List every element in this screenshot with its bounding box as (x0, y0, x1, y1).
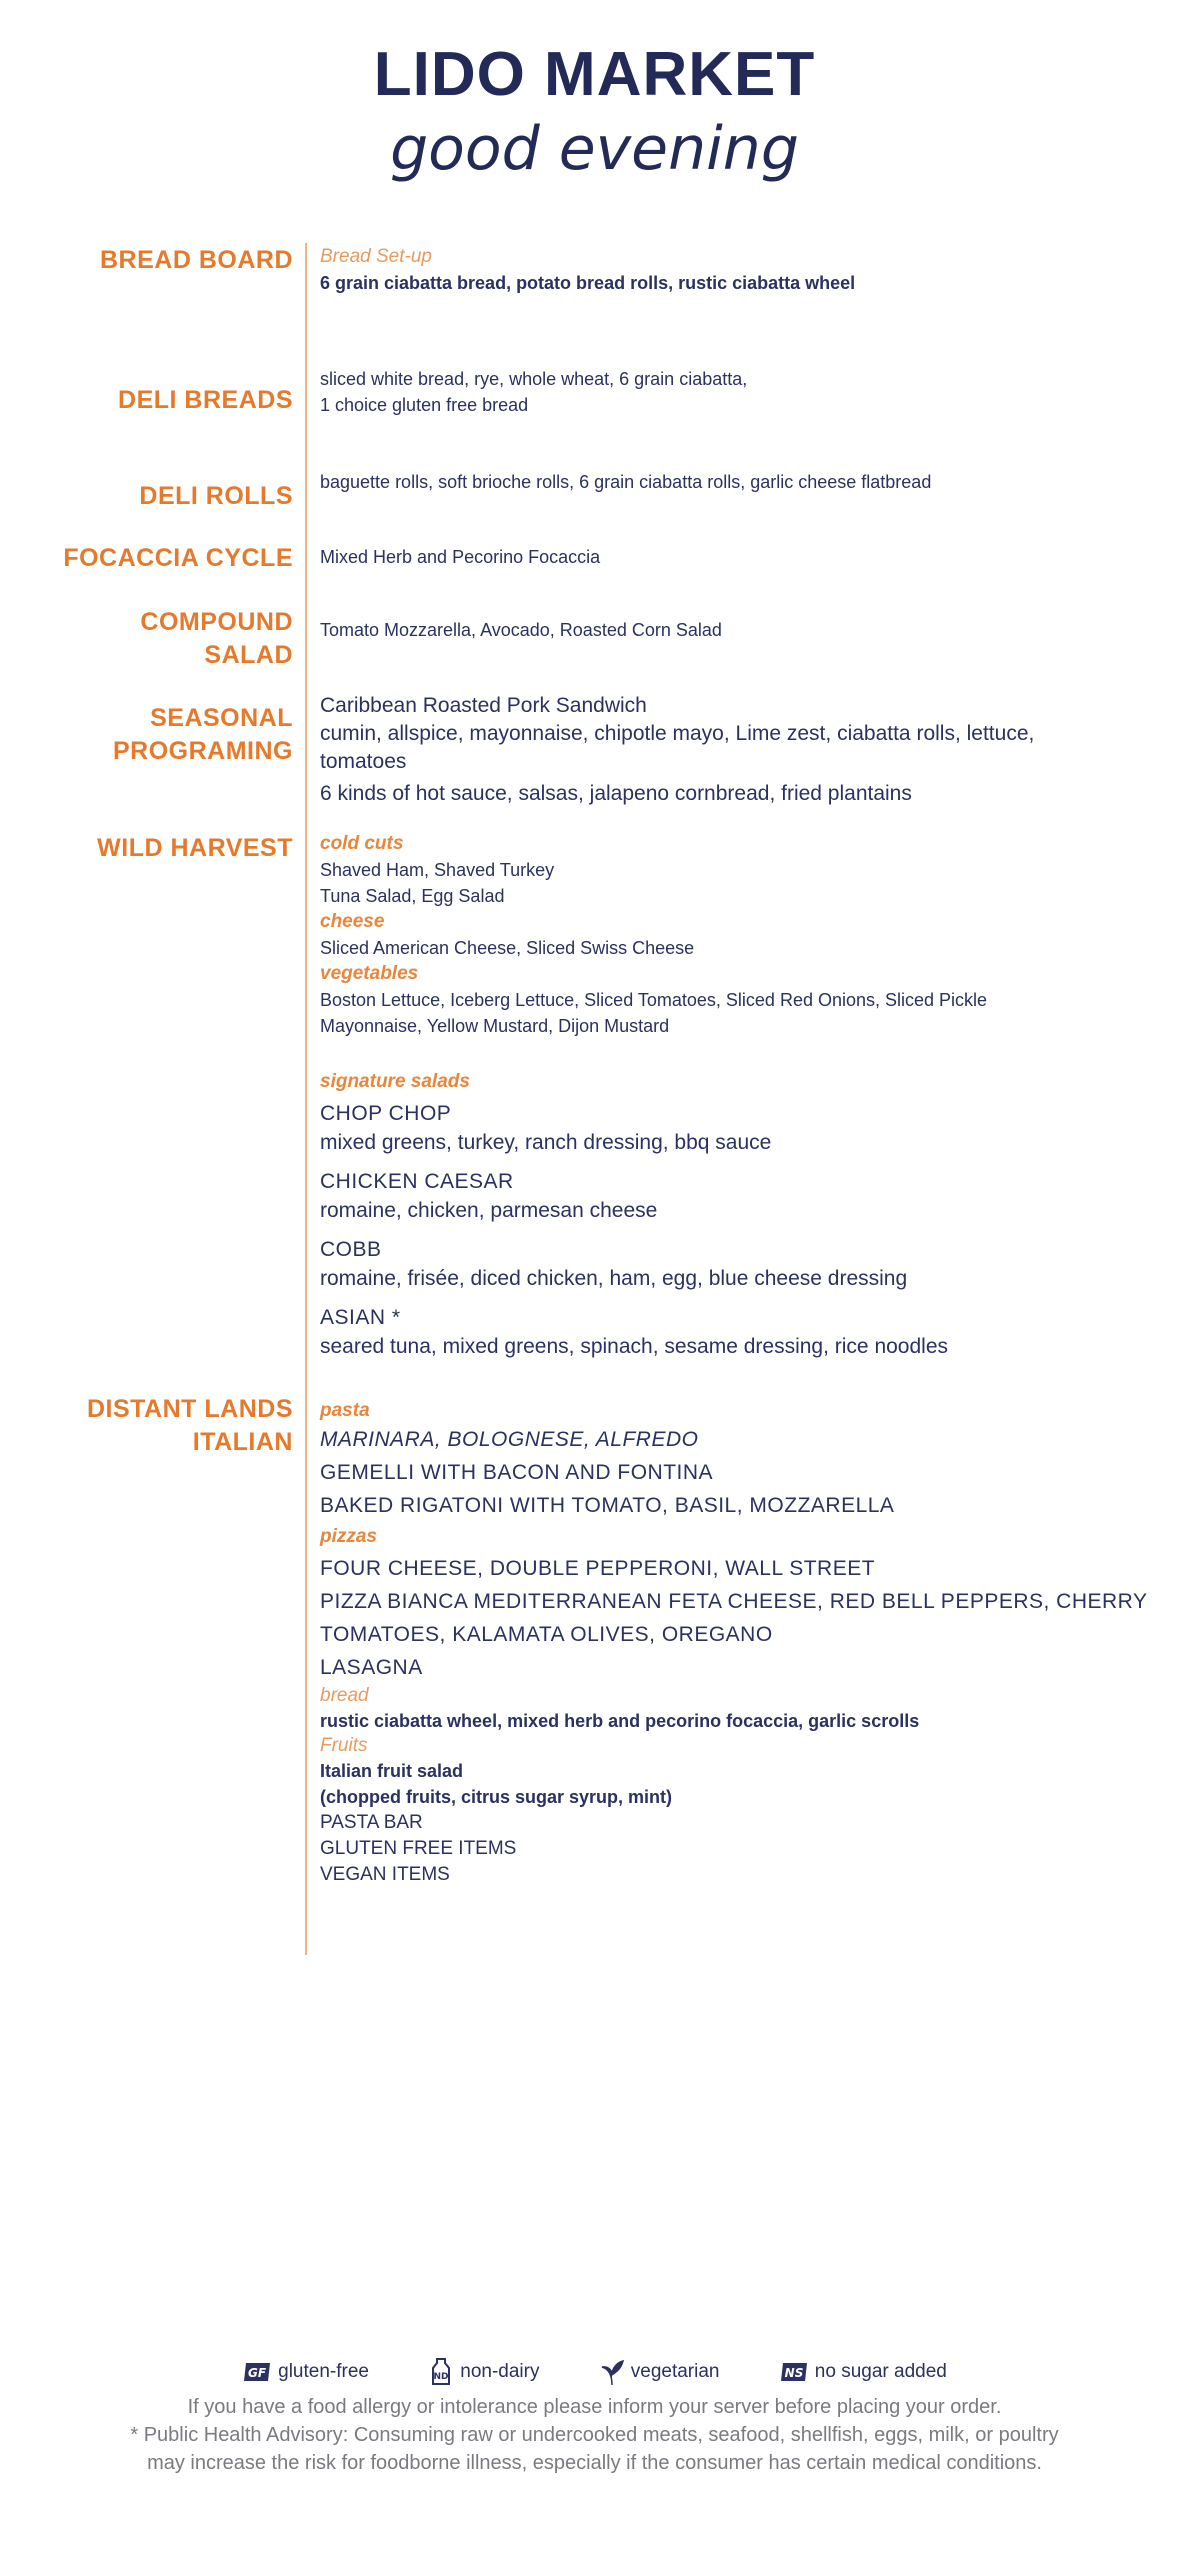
vegetarian-leaf-icon (599, 2357, 625, 2387)
deli-breads-line-2: 1 choice gluten free bread (320, 395, 529, 415)
wild-harvest-content (320, 831, 1170, 1361)
vegetables-line-1: Boston Lettuce, Iceberg Lettuce, Sliced Tomatoes, Sliced Red Onions, Sliced Pickle (320, 990, 988, 1010)
extra-gluten-free: GLUTEN FREE ITEMS (320, 1838, 517, 1859)
footer-line-3: may increase the risk for foodborne illness, especially if the consumer has certain medical conditions. (147, 2452, 1042, 2474)
deli-rolls-items: baguette rolls, soft brioche rolls, 6 grain ciabatta rolls, garlic cheese flatbread (320, 472, 932, 492)
section-title-distant-lands (87, 1393, 293, 1459)
no-sugar-icon (779, 2361, 809, 2383)
legend-non-dairy (428, 2357, 539, 2387)
lasagna: LASAGNA (320, 1656, 423, 1679)
seasonal-dish: Caribbean Roasted Pork Sandwich (320, 694, 647, 717)
section-title-deli-breads: DELI BREADS (118, 386, 293, 414)
distant-lands-content (320, 1398, 1170, 1888)
salad-item (320, 1303, 1170, 1361)
bread-items: rustic ciabatta wheel, mixed herb and pecorino focaccia, garlic scrolls (320, 1711, 920, 1731)
pasta-line-2: GEMELLI WITH BACON AND FONTINA (320, 1461, 714, 1484)
legend-no-sugar-label: no sugar added (814, 2361, 947, 2382)
bread-board-items: 6 grain ciabatta bread, potato bread rolls, rustic ciabatta wheel (320, 273, 856, 293)
section-title-seasonal (113, 702, 293, 768)
dietary-legend (0, 2357, 1189, 2387)
distant-lands-title-line-1: DISTANT LANDS (86, 1395, 293, 1423)
cheese-label: cheese (320, 911, 385, 932)
footer-line-2: * Public Health Advisory: Consuming raw or undercooked meats, seafood, shellfish, eggs, milk, or poultry (130, 2424, 1059, 2446)
salad-item (320, 1167, 1170, 1225)
salad-item (320, 1235, 1170, 1293)
seasonal-content (320, 692, 1170, 808)
compound-items: Tomato Mozzarella, Avocado, Roasted Corn Salad (320, 620, 722, 640)
pizzas-label: pizzas (320, 1526, 378, 1547)
section-title-bread-board: BREAD BOARD (100, 246, 293, 274)
distant-lands-title-line-2: ITALIAN (192, 1428, 293, 1456)
menu-header (0, 40, 1189, 184)
legend-no-sugar (779, 2361, 947, 2383)
svg-text:ND: ND (433, 2372, 449, 2382)
salad-desc: mixed greens, turkey, ranch dressing, bbq sauce (320, 1131, 772, 1154)
pasta-line-1: MARINARA, BOLOGNESE, ALFREDO (320, 1428, 699, 1451)
seasonal-desc-line-1: cumin, allspice, mayonnaise, chipotle mayo, Lime zest, ciabatta rolls, lettuce, (320, 722, 1035, 745)
salad-name: COBB (320, 1238, 382, 1261)
legend-gluten-free-label: gluten-free (278, 2361, 369, 2382)
pizza-line-2a: PIZZA BIANCA MEDITERRANEAN FETA CHEESE, RED BELL PEPPERS, CHERRY (320, 1590, 1148, 1613)
legend-non-dairy-label: non-dairy (460, 2361, 540, 2383)
cheese-items: Sliced American Cheese, Sliced Swiss Cheese (320, 938, 695, 958)
menu-title: LIDO MARKET (373, 40, 816, 109)
pasta-label: pasta (320, 1400, 370, 1421)
compound-title-line-2: SALAD (204, 641, 293, 669)
legend-vegetarian-label: vegetarian (630, 2361, 720, 2383)
section-title-wild-harvest: WILD HARVEST (97, 834, 293, 862)
seasonal-desc-line-2: tomatoes (320, 750, 407, 773)
signature-salads-label: signature salads (320, 1071, 470, 1092)
salad-desc: seared tuna, mixed greens, spinach, sesame dressing, rice noodles (320, 1335, 949, 1358)
footer-line-1: If you have a food allergy or intolerance please inform your server before placing your order. (187, 2396, 1002, 2418)
bread-board-content (320, 244, 1170, 296)
seasonal-extras: 6 kinds of hot sauce, salsas, jalapeno cornbread, fried plantains (320, 782, 912, 805)
section-title-compound-salad (140, 606, 293, 672)
salad-item (320, 1099, 1170, 1157)
compound-title-line-1: COMPOUND (140, 608, 293, 636)
menu-subtitle: good evening (390, 114, 799, 184)
svg-text:NS: NS (784, 2365, 804, 2380)
extra-pasta-bar: PASTA BAR (320, 1812, 423, 1833)
vegetables-label: vegetables (320, 963, 419, 984)
legend-gluten-free (242, 2361, 369, 2383)
bread-label: bread (320, 1685, 369, 1706)
extra-vegan: VEGAN ITEMS (320, 1864, 450, 1885)
pizza-line-1: FOUR CHEESE, DOUBLE PEPPERONI, WALL STREET (320, 1557, 876, 1580)
fruits-label: Fruits (320, 1735, 368, 1756)
fruit-line-2: (chopped fruits, citrus sugar syrup, mint) (320, 1787, 673, 1807)
bread-setup-label: Bread Set-up (320, 246, 432, 267)
seasonal-title-line-1: SEASONAL (150, 704, 293, 732)
seasonal-title-line-2: PROGRAMING (113, 737, 293, 765)
section-title-focaccia: FOCACCIA CYCLE (63, 544, 293, 572)
salad-name: CHOP CHOP (320, 1102, 452, 1125)
non-dairy-icon (428, 2357, 454, 2387)
section-title-deli-rolls: DELI ROLLS (139, 482, 293, 510)
gluten-free-icon (242, 2361, 272, 2383)
vegetables-line-2: Mayonnaise, Yellow Mustard, Dijon Mustard (320, 1016, 670, 1036)
focaccia-items: Mixed Herb and Pecorino Focaccia (320, 547, 601, 567)
salad-name: ASIAN * (320, 1306, 401, 1329)
fruit-line-1: Italian fruit salad (320, 1761, 464, 1781)
deli-rolls-content (320, 469, 1170, 495)
salad-name: CHICKEN CAESAR (320, 1170, 514, 1193)
cold-cuts-line-1: Shaved Ham, Shaved Turkey (320, 860, 555, 880)
compound-content (320, 617, 1170, 643)
focaccia-content (320, 544, 1170, 570)
deli-breads-line-1: sliced white bread, rye, whole wheat, 6 grain ciabatta, (320, 369, 748, 389)
cold-cuts-line-2: Tuna Salad, Egg Salad (320, 886, 505, 906)
cold-cuts-label: cold cuts (320, 833, 404, 854)
allergy-footer (0, 2393, 1189, 2477)
pasta-line-3: BAKED RIGATONI WITH TOMATO, BASIL, MOZZARELLA (320, 1494, 895, 1517)
legend-vegetarian (599, 2357, 720, 2387)
salad-desc: romaine, chicken, parmesan cheese (320, 1199, 658, 1222)
salad-desc: romaine, frisée, diced chicken, ham, egg, blue cheese dressing (320, 1267, 908, 1290)
svg-text:GF: GF (248, 2365, 267, 2380)
deli-breads-content (320, 366, 1170, 418)
pizza-line-2b: TOMATOES, KALAMATA OLIVES, OREGANO (320, 1623, 773, 1646)
column-divider (305, 243, 307, 1955)
